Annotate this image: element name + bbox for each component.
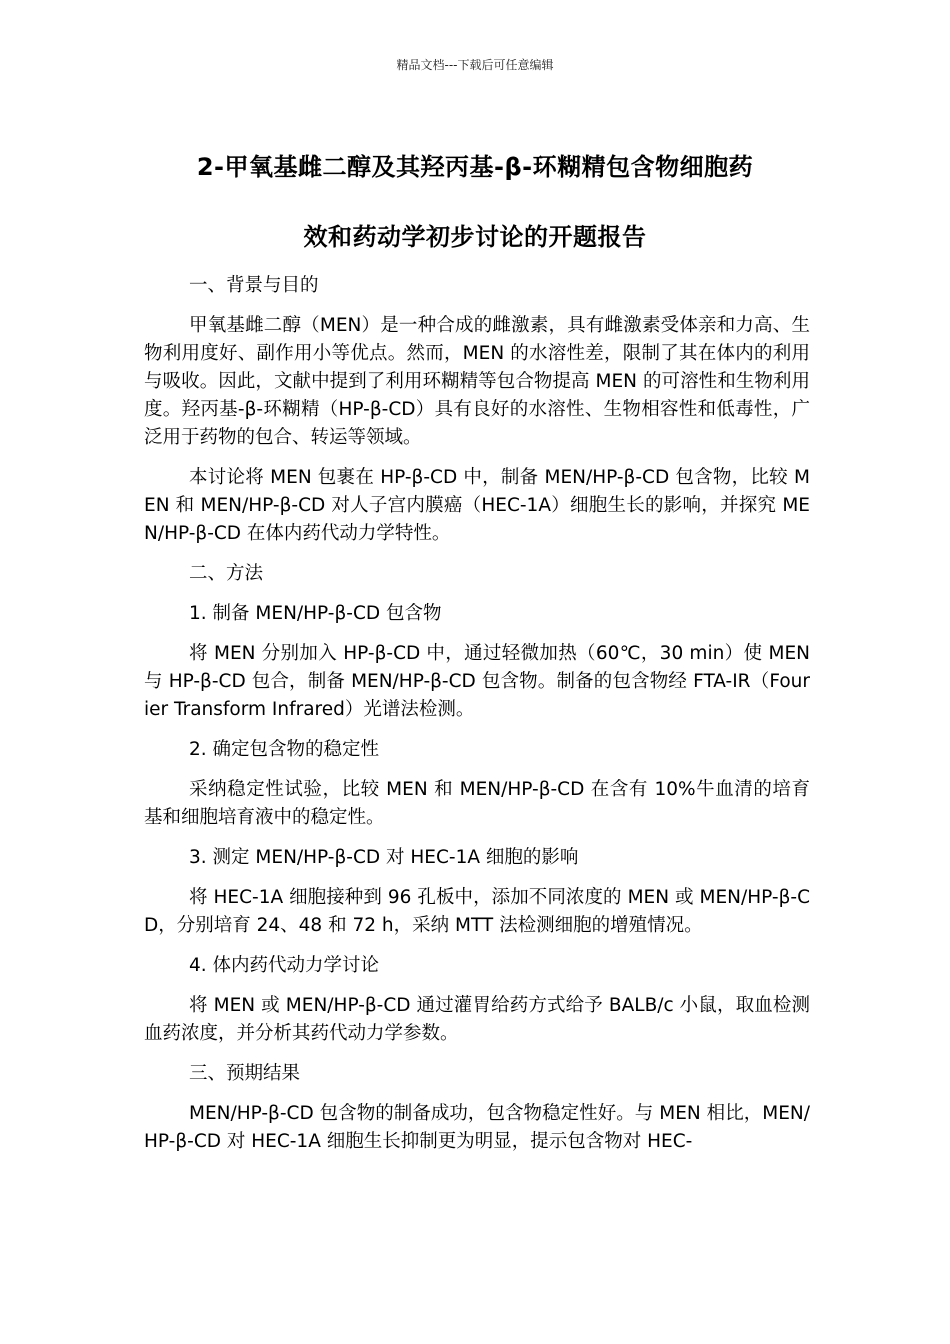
section-heading-expected-results: 三、预期结果 (189, 1063, 301, 1084)
section-heading-methods: 二、方法 (189, 563, 264, 584)
section-heading-background: 一、背景与目的 (189, 275, 319, 296)
paragraph-background-1: 甲氧基雌二醇（MEN）是一种合成的雌激素，具有雌激素受体亲和力高、生物利用度好、副作用小等优点。然而，MEN 的水溶性差，限制了其在体内的利用与吸收。因此，文献中提到了利用环糊精等包合物提高 MEN 的可溶性和生物利用度。羟丙基-β-环糊精（HP-β-CD）具有良好的水溶性、生物相容性和低毒性，广泛用于药物的包合、转运等领域。 (144, 315, 810, 448)
method-3-text: 将 HEC-1A 细胞接种到 96 孔板中，添加不同浓度的 MEN 或 MEN/HP-β-CD，分别培育 24、48 和 72 h，采纳 MTT 法检测细胞的增殖情况。 (144, 887, 810, 936)
method-4-heading: 4. 体内药代动力学讨论 (189, 955, 380, 976)
paragraph-background-2: 本讨论将 MEN 包裹在 HP-β-CD 中，制备 MEN/HP-β-CD 包含物，比较 MEN 和 MEN/HP-β-CD 对人子宫内膜癌（HEC-1A）细胞生长的影响，并探究 MEN/HP-β-CD 在体内药代动力学特性。 (144, 467, 810, 544)
method-3-heading: 3. 测定 MEN/HP-β-CD 对 HEC-1A 细胞的影响 (189, 847, 579, 868)
document-body (144, 272, 810, 1168)
document-title (140, 132, 810, 272)
document-title-line-1: 2-甲氧基雌二醇及其羟丙基-β-环糊精包含物细胞药 (196, 153, 754, 181)
page-header: 精品文档---下载后可任意编辑 (396, 58, 554, 72)
method-2-text: 采纳稳定性试验，比较 MEN 和 MEN/HP-β-CD 在含有 10%牛血清的培育基和细胞培育液中的稳定性。 (144, 779, 810, 828)
method-2-heading: 2. 确定包含物的稳定性 (189, 739, 380, 760)
document-title-line-2: 效和药动学初步讨论的开题报告 (303, 223, 647, 251)
paragraph-expected-results: MEN/HP-β-CD 包含物的制备成功，包含物稳定性好。与 MEN 相比，MEN/HP-β-CD 对 HEC-1A 细胞生长抑制更为明显，提示包含物对 HEC- (144, 1103, 810, 1152)
method-1-text: 将 MEN 分别加入 HP-β-CD 中，通过轻微加热（60℃，30 min）使 MEN 与 HP-β-CD 包合，制备 MEN/HP-β-CD 包含物。制备的包含物经 FTA-IR（Fourier Transform Infrared）光谱法检测。 (144, 643, 810, 720)
method-4-text: 将 MEN 或 MEN/HP-β-CD 通过灌胃给药方式给予 BALB/c 小鼠，取血检测血药浓度，并分析其药代动力学参数。 (144, 995, 810, 1044)
method-1-heading: 1. 制备 MEN/HP-β-CD 包含物 (189, 603, 442, 624)
